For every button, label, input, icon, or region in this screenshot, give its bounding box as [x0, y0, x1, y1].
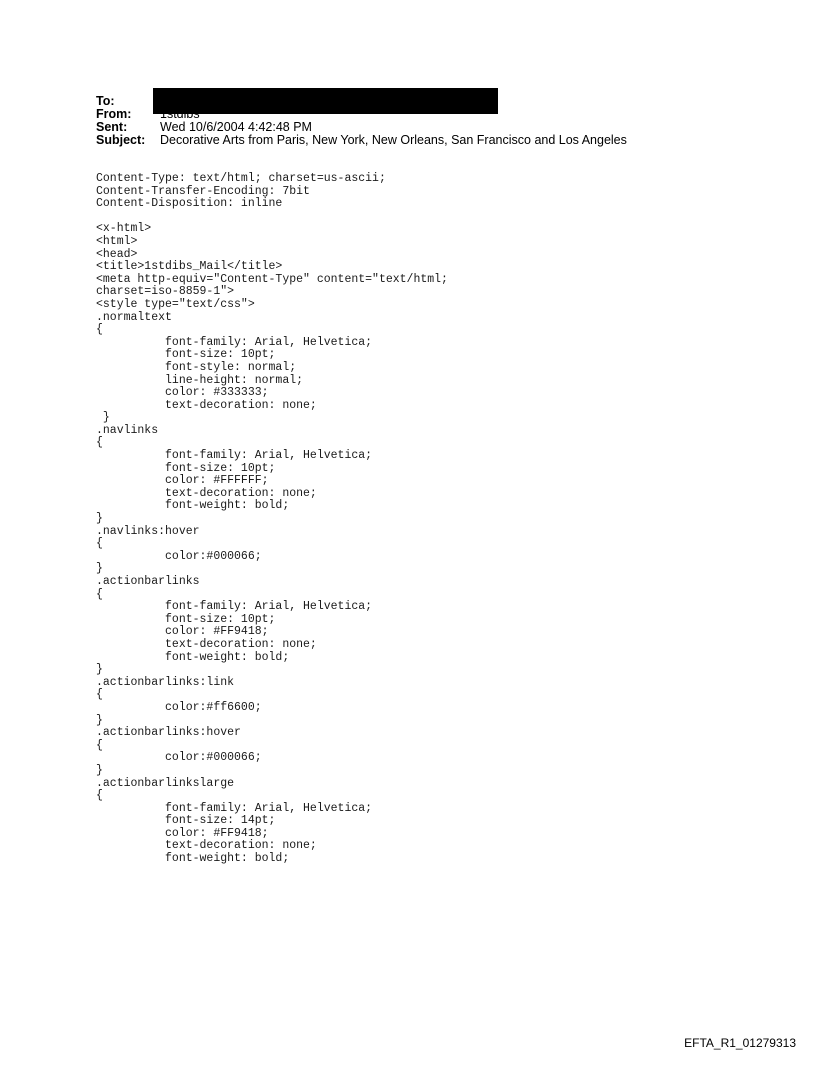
body-line: {: [96, 323, 103, 337]
body-line: charset=iso-8859-1">: [96, 285, 235, 299]
body-line: <style type="text/css">: [96, 297, 255, 311]
body-line: {: [96, 738, 103, 752]
document-id: EFTA_R1_01279313: [684, 1036, 796, 1050]
body-line: }: [96, 763, 103, 777]
sent-value: Wed 10/6/2004 4:42:48 PM: [160, 120, 312, 134]
body-line: <head>: [96, 247, 138, 261]
body-line: color:#000066;: [96, 751, 262, 765]
body-line: .actionbarlinks:link: [96, 675, 235, 689]
from-value: 1stdibs: [160, 107, 200, 121]
body-line: }: [96, 562, 103, 576]
from-label: From:: [96, 107, 132, 121]
body-line: <meta http-equiv="Content-Type" content="text/html;: [96, 272, 448, 286]
body-line: text-decoration: none;: [96, 486, 317, 500]
body-line: font-family: Arial, Helvetica;: [96, 600, 373, 614]
subject-row: [96, 134, 627, 147]
body-line: {: [96, 436, 103, 450]
body-line: .actionbarlinks: [96, 575, 200, 588]
body-line: color: #FFFFFF;: [96, 474, 269, 488]
body-line: color:#000066;: [96, 549, 262, 563]
body-line: font-family: Arial, Helvetica;: [96, 335, 373, 349]
body-line: {: [96, 789, 103, 803]
body-line: .normaltext: [96, 310, 172, 324]
body-line: .navlinks:hover: [96, 524, 200, 538]
body-line: font-size: 14pt;: [96, 814, 276, 828]
body-line: text-decoration: none;: [96, 637, 317, 651]
body-line: Content-Transfer-Encoding: 7bit: [96, 184, 310, 198]
email-body-source: [96, 173, 448, 866]
body-line: font-size: 10pt;: [96, 612, 276, 626]
subject-value: Decorative Arts from Paris, New York, New Orleans, San Francisco and Los Angeles: [160, 133, 627, 147]
body-line: text-decoration: none;: [96, 839, 317, 853]
body-line: font-size: 10pt;: [96, 461, 276, 475]
body-line: .actionbarlinkslarge: [96, 776, 235, 790]
body-line: font-family: Arial, Helvetica;: [96, 801, 373, 815]
body-line: line-height: normal;: [96, 373, 304, 387]
body-line: font-family: Arial, Helvetica;: [96, 449, 373, 463]
body-line: color: #FF9418;: [96, 826, 269, 840]
body-line: font-weight: bold;: [96, 650, 290, 664]
body-line: text-decoration: none;: [96, 398, 317, 412]
body-line: {: [96, 688, 103, 702]
body-line: .actionbarlinks:hover: [96, 726, 241, 740]
to-label: To:: [96, 94, 115, 108]
body-line: <title>1stdibs_Mail</title>: [96, 260, 283, 274]
body-line: <html>: [96, 234, 138, 248]
body-line: font-style: normal;: [96, 360, 297, 374]
subject-label: Subject:: [96, 133, 146, 147]
body-line: }: [96, 411, 110, 425]
body-line: color: #FF9418;: [96, 625, 269, 639]
body-line: font-size: 10pt;: [96, 348, 276, 362]
body-line: Content-Type: text/html; charset=us-ascii;: [96, 172, 386, 185]
body-line: color: #333333;: [96, 386, 269, 400]
sent-label: Sent:: [96, 120, 128, 134]
body-line: <x-html>: [96, 222, 152, 236]
email-header: [96, 95, 627, 147]
body-line: Content-Disposition: inline: [96, 197, 283, 211]
body-line: }: [96, 663, 103, 677]
body-line: {: [96, 587, 103, 601]
body-line: }: [96, 512, 103, 526]
body-line: .navlinks: [96, 423, 159, 437]
body-line: }: [96, 713, 103, 727]
body-line: color:#ff6600;: [96, 700, 262, 714]
body-line: {: [96, 537, 103, 551]
body-line: font-weight: bold;: [96, 499, 290, 513]
body-line: font-weight: bold;: [96, 852, 290, 866]
